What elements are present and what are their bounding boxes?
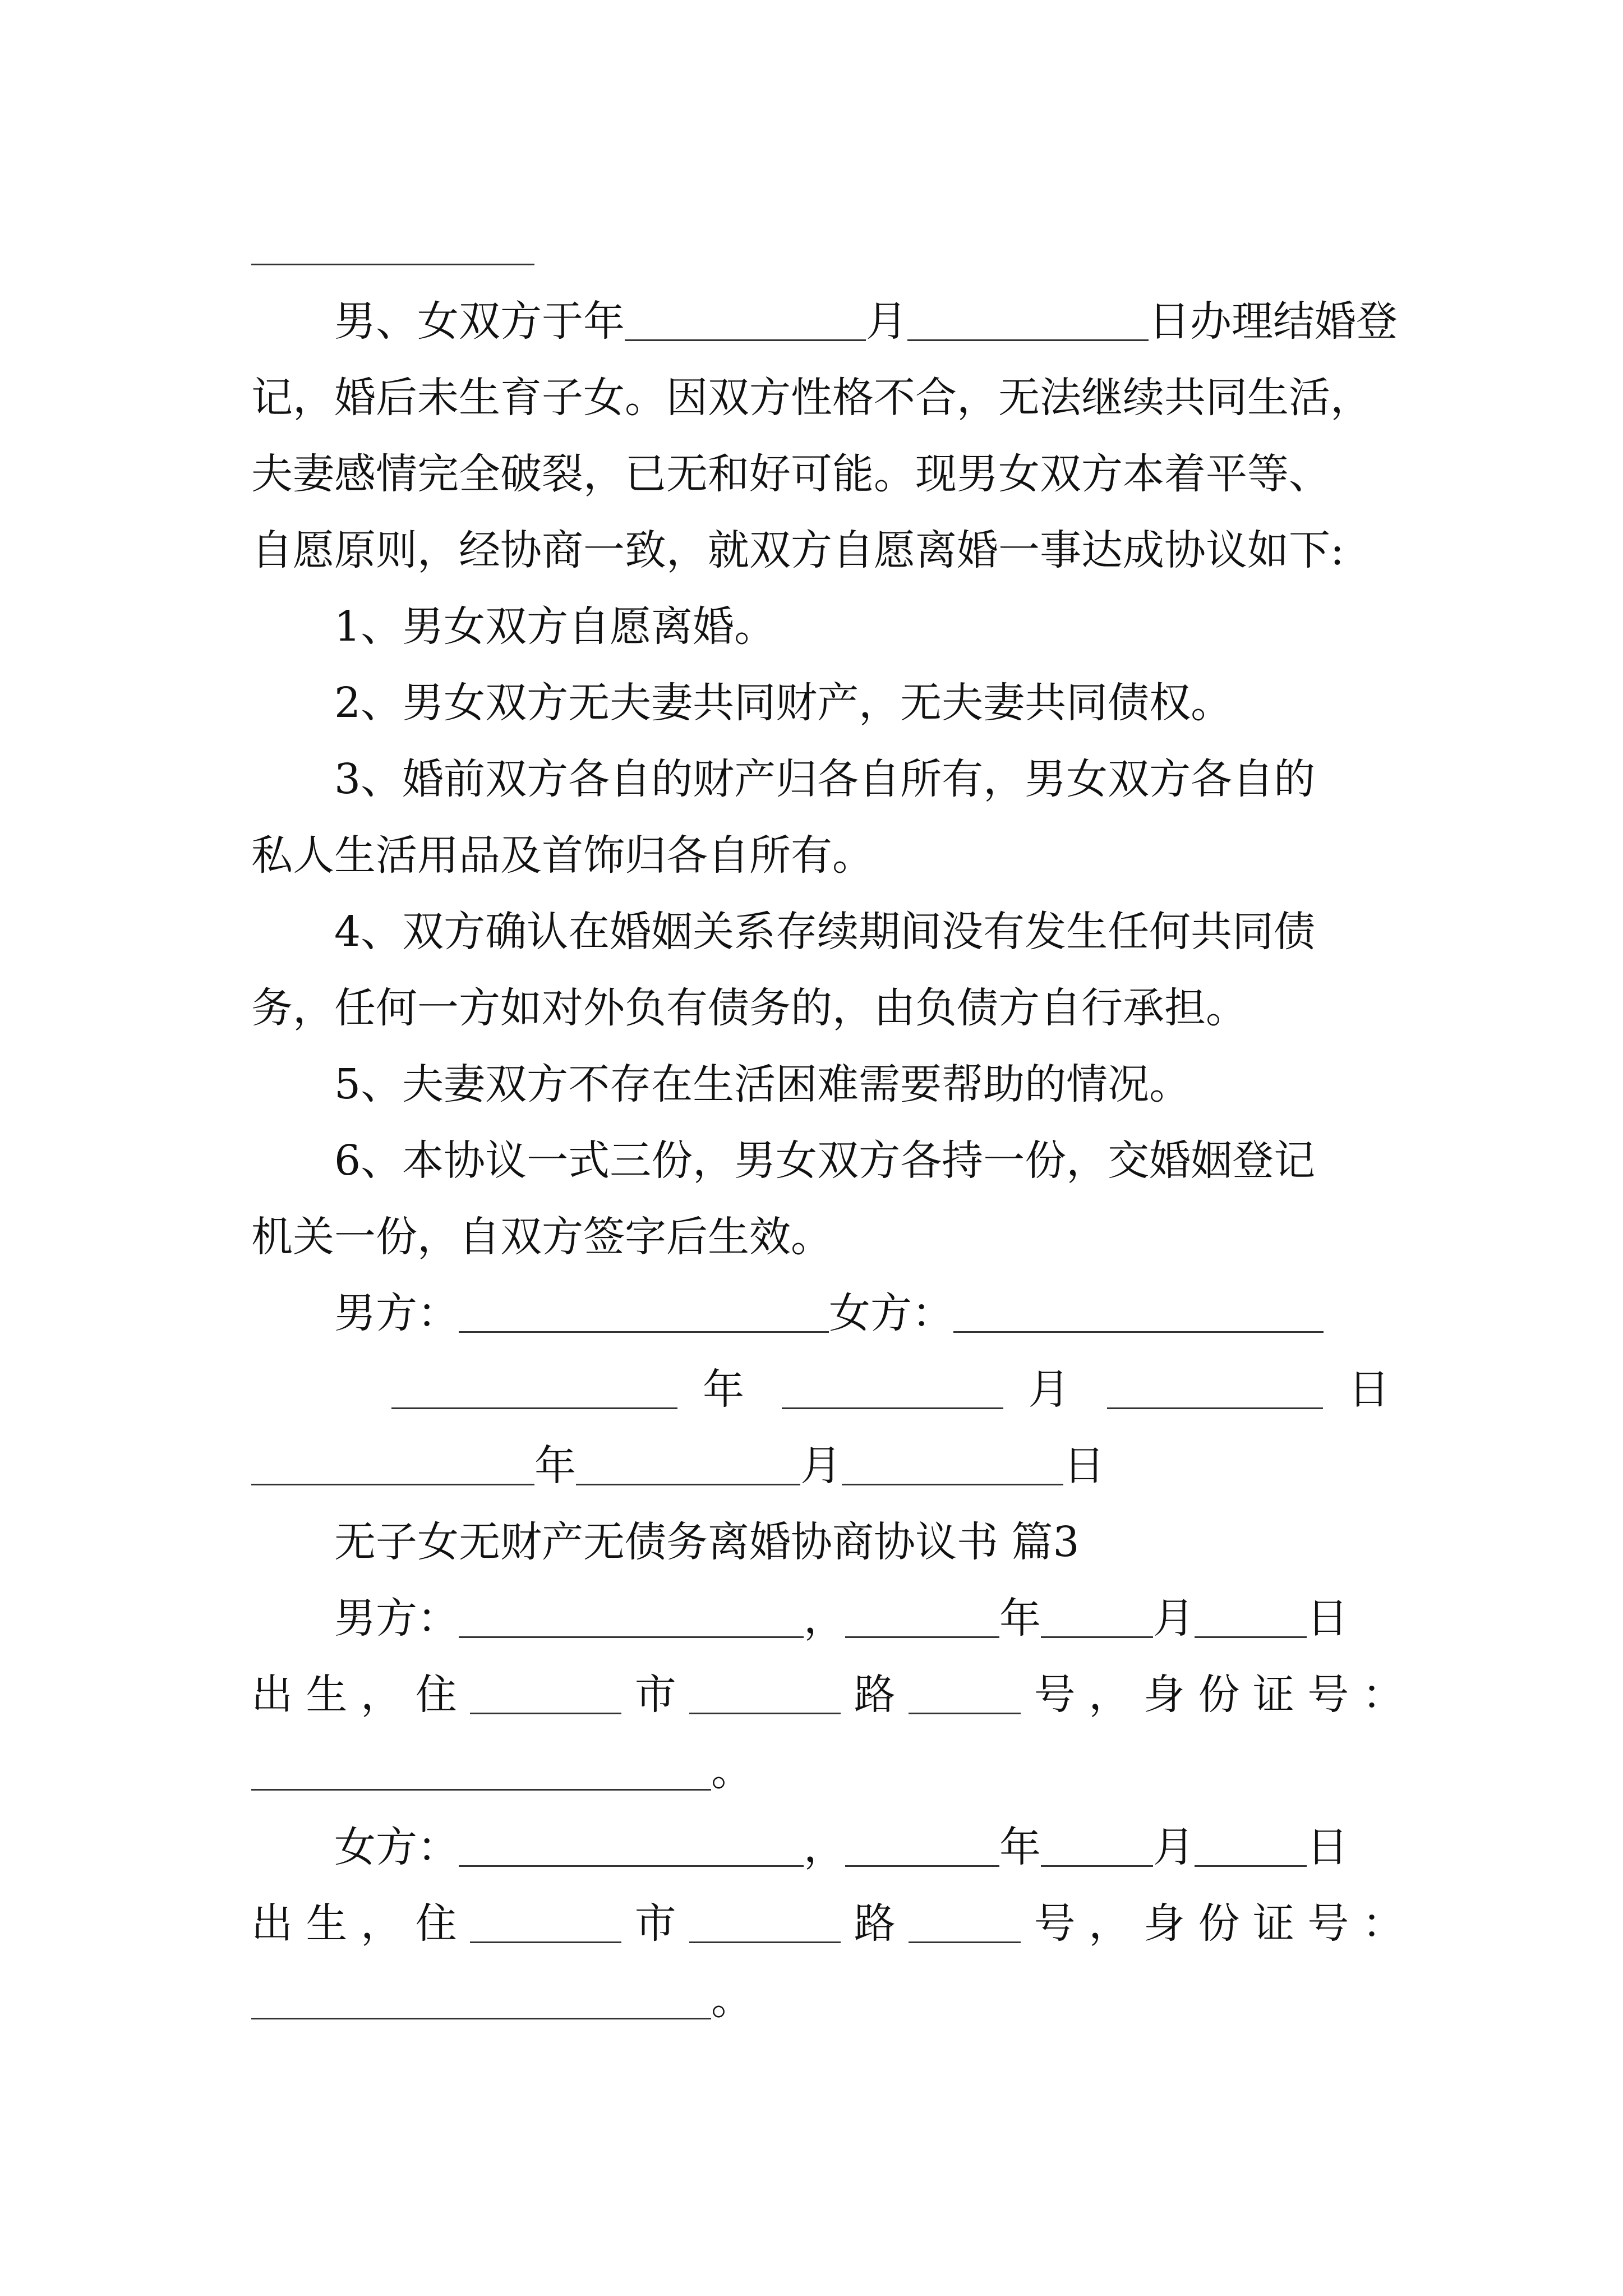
text: 月	[800, 1442, 842, 1490]
text: 日	[1307, 1594, 1348, 1642]
para1-line4: 自愿原则，经协商一致，就双方自愿离婚一事达成协议如下:	[251, 526, 1344, 574]
blank-month	[907, 305, 1149, 341]
item-4-line2: 务，任何一方如对外负有债务的，由负债方自行承担。	[251, 984, 1247, 1032]
text: 市	[634, 1671, 676, 1719]
blank-year	[845, 1830, 999, 1867]
male-info-line2	[251, 1671, 1404, 1719]
female-info-line2	[251, 1899, 1404, 1948]
text: 男、女双方于年	[334, 297, 625, 346]
blank	[909, 1907, 1021, 1943]
blank-id	[251, 1983, 711, 2019]
female-signature-blank	[953, 1296, 1324, 1333]
item-3-line2: 私人生活用品及首饰归各自所有。	[251, 831, 874, 880]
female-label: 女方：	[829, 1289, 953, 1337]
para1-line3: 夫妻感情完全破裂，已无和好可能。现男女双方本着平等、	[251, 450, 1330, 498]
signature-line	[251, 1289, 1390, 1337]
blank	[782, 1373, 1003, 1409]
text: 出 生 ， 住	[251, 1899, 457, 1948]
text: 月	[1028, 1365, 1082, 1414]
text: 年	[999, 1823, 1041, 1871]
text: 年	[703, 1365, 757, 1414]
text: 。	[711, 1976, 753, 2024]
blank-month	[1041, 1830, 1153, 1867]
blank-name	[459, 1830, 804, 1867]
text: 男方：	[334, 1594, 459, 1642]
item-3-line1: 3、婚前双方各自的财产归各自所有，男女双方各自的	[334, 755, 1316, 803]
section-heading: 无子女无财产无债务离婚协商协议书 篇3	[334, 1518, 1080, 1566]
male-info-line3	[251, 1747, 1390, 1795]
text: 日办理结婚登	[1149, 297, 1398, 346]
text: 路	[854, 1671, 896, 1719]
para1-line2: 记，婚后未生育子女。因双方性格不合，无法继续共同生活，	[251, 374, 1372, 422]
text: 月	[1153, 1594, 1195, 1642]
text: 号 ， 身 份 证 号 ：	[1034, 1899, 1404, 1948]
text: 市	[634, 1899, 676, 1948]
date-line-2	[251, 1442, 1390, 1490]
female-info-line3	[251, 1976, 1390, 2024]
top-blank-line	[251, 264, 534, 265]
blank-id	[251, 1754, 711, 1791]
blank	[470, 1678, 621, 1714]
blank	[251, 1449, 534, 1485]
text: 出 生 ， 住	[251, 1671, 457, 1719]
item-4-line1: 4、双方确认在婚姻关系存续期间没有发生任何共同债	[334, 908, 1316, 956]
text: 女方：	[334, 1823, 459, 1871]
blank	[391, 1373, 677, 1409]
male-signature-blank	[459, 1296, 829, 1333]
blank	[576, 1449, 800, 1485]
item-6-line1: 6、本协议一式三份，男女双方各持一份，交婚姻登记	[334, 1137, 1316, 1185]
blank	[470, 1907, 621, 1943]
date-line-1	[391, 1365, 1390, 1414]
blank-day	[1195, 1830, 1307, 1867]
text: 年	[999, 1594, 1041, 1642]
text: ，	[804, 1594, 845, 1642]
text: 。	[711, 1747, 753, 1795]
blank	[842, 1449, 1063, 1485]
blank	[689, 1678, 841, 1714]
blank-year	[845, 1602, 999, 1638]
text: 月	[1153, 1823, 1195, 1871]
blank-day	[1195, 1602, 1307, 1638]
item-6-line2: 机关一份，自双方签字后生效。	[251, 1213, 832, 1261]
male-info-line1	[251, 1594, 1390, 1642]
item-1: 1、男女双方自愿离婚。	[334, 602, 776, 651]
blank-year	[625, 305, 866, 341]
item-2: 2、男女双方无夫妻共同财产，无夫妻共同债权。	[334, 679, 1233, 727]
text: 号 ， 身 份 证 号 ：	[1034, 1671, 1404, 1719]
male-label: 男方：	[334, 1289, 459, 1337]
text: 年	[534, 1442, 576, 1490]
text: 路	[854, 1899, 896, 1948]
female-info-line1	[251, 1823, 1390, 1871]
blank-month	[1041, 1602, 1153, 1638]
text: 日	[1307, 1823, 1348, 1871]
item-5: 5、夫妻双方不存在生活困难需要帮助的情况。	[334, 1060, 1191, 1108]
text: 日	[1063, 1442, 1105, 1490]
para1-line1	[251, 297, 1398, 346]
blank	[1107, 1373, 1323, 1409]
blank	[689, 1907, 841, 1943]
blank	[909, 1678, 1021, 1714]
text: ，	[804, 1823, 845, 1871]
text: 月	[866, 297, 907, 346]
blank-name	[459, 1602, 804, 1638]
text: 日	[1348, 1365, 1390, 1414]
